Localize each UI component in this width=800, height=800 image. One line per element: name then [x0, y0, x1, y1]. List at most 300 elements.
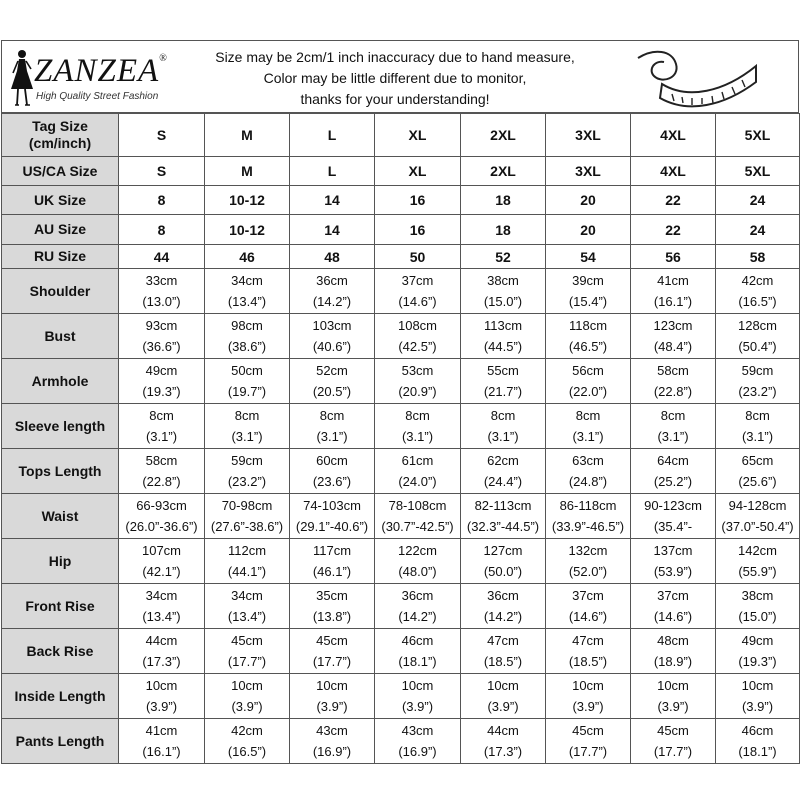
- inch-value: (3.1”): [316, 429, 348, 444]
- measurement-cell: [461, 494, 546, 539]
- measurement-cell: [716, 539, 800, 584]
- row-header-line: US/CA Size: [22, 162, 98, 179]
- cm-value: 112cm: [227, 543, 267, 558]
- inch-value: (15.0”): [738, 609, 777, 624]
- inch-value: (3.1”): [741, 429, 774, 444]
- size-cell: 24: [716, 186, 800, 215]
- measurement-cell: [461, 674, 546, 719]
- inch-value: (13.4”): [142, 609, 181, 624]
- measurement-row: [2, 269, 800, 314]
- measurement-cell: [119, 629, 205, 674]
- size-code-row: [2, 157, 800, 186]
- size-cell: 56: [631, 245, 716, 269]
- inch-value: (35.4”-: [653, 519, 693, 534]
- cm-value: 36cm: [316, 273, 348, 288]
- cm-value: 8cm: [745, 408, 770, 423]
- cm-value: 94-128cm: [728, 498, 787, 513]
- brand-name: ZANZEA®: [34, 53, 168, 89]
- measurement-cell: [716, 314, 800, 359]
- inch-value: (3.1”): [657, 429, 689, 444]
- cm-value: 46cm: [401, 633, 434, 648]
- measurement-cell: [631, 359, 716, 404]
- size-cell: XL: [375, 157, 461, 186]
- cm-value: 117cm: [312, 543, 352, 558]
- size-code-row: [2, 215, 800, 245]
- inch-value: (15.4”): [568, 294, 608, 309]
- cm-value: 34cm: [231, 273, 263, 288]
- cm-value: 58cm: [145, 453, 178, 468]
- measurement-cell: [205, 719, 290, 764]
- cm-value: 46cm: [741, 723, 774, 738]
- measurement-cell: [546, 359, 631, 404]
- measurement-cell: [205, 269, 290, 314]
- measurement-row: [2, 494, 800, 539]
- cm-value: 93cm: [145, 318, 178, 333]
- size-cell: 58: [716, 245, 800, 269]
- measurement-cell: [205, 629, 290, 674]
- measurement-cell: [290, 719, 375, 764]
- row-header: Pants Length: [2, 719, 119, 764]
- inch-value: (33.9”-46.5”): [551, 519, 625, 534]
- inch-value: (13.8”): [312, 609, 352, 624]
- cm-value: 61cm: [401, 453, 434, 468]
- cm-value: 53cm: [401, 363, 434, 378]
- inch-value: (19.3”): [738, 654, 777, 669]
- measurement-cell: [461, 629, 546, 674]
- inch-value: (20.5”): [312, 384, 352, 399]
- measurement-cell: [716, 494, 800, 539]
- cm-value: 98cm: [231, 318, 263, 333]
- size-cell: 16: [375, 186, 461, 215]
- measurement-cell: [375, 494, 461, 539]
- cm-value: 8cm: [319, 408, 345, 423]
- cm-value: 10cm: [657, 678, 689, 693]
- row-header-line: Tag Size: [32, 118, 88, 134]
- measurement-cell: [716, 269, 800, 314]
- inch-value: (13.4”): [227, 294, 267, 309]
- inch-value: (17.3”): [483, 744, 523, 759]
- inch-value: (16.5”): [738, 294, 777, 309]
- cm-value: 65cm: [741, 453, 774, 468]
- measurement-cell: [290, 404, 375, 449]
- cm-value: 37cm: [657, 588, 689, 603]
- measurement-cell: [631, 269, 716, 314]
- cm-value: 45cm: [572, 723, 604, 738]
- brand-tagline: High Quality Street Fashion: [36, 91, 159, 102]
- size-cell: 10-12: [205, 215, 290, 245]
- measurement-row: [2, 449, 800, 494]
- measurement-row: [2, 314, 800, 359]
- cm-value: 8cm: [405, 408, 430, 423]
- cm-value: 44cm: [145, 633, 178, 648]
- measurement-cell: [546, 404, 631, 449]
- fashion-woman-silhouette-icon: [6, 47, 36, 109]
- inch-value: (16.1”): [142, 744, 181, 759]
- inch-value: (25.2”): [653, 474, 693, 489]
- inch-value: (42.1”): [142, 564, 181, 579]
- inch-value: (17.7”): [312, 654, 352, 669]
- inch-value: (17.7”): [227, 654, 267, 669]
- inch-value: (53.9”): [653, 564, 693, 579]
- measurement-cell: [546, 494, 631, 539]
- cm-value: 8cm: [660, 408, 686, 423]
- inch-value: (18.1”): [398, 654, 437, 669]
- inch-value: (36.6”): [142, 339, 181, 354]
- measurement-cell: [205, 404, 290, 449]
- row-header: Sleeve length: [2, 404, 119, 449]
- cm-value: 8cm: [149, 408, 174, 423]
- measurement-cell: [461, 269, 546, 314]
- inch-value: (17.7”): [653, 744, 693, 759]
- measurement-cell: [290, 629, 375, 674]
- measurement-cell: [119, 674, 205, 719]
- inch-value: (3.9”): [487, 699, 519, 714]
- row-header: [2, 114, 119, 157]
- size-cell: L: [290, 114, 375, 157]
- measurement-cell: [716, 404, 800, 449]
- measurement-cell: [631, 449, 716, 494]
- measurement-cell: [290, 269, 375, 314]
- cm-value: 82-113cm: [474, 498, 532, 513]
- inch-value: (3.9”): [145, 699, 178, 714]
- cm-value: 35cm: [316, 588, 348, 603]
- row-header: Back Rise: [2, 629, 119, 674]
- inch-value: (3.1”): [401, 429, 434, 444]
- measurement-cell: [716, 674, 800, 719]
- cm-value: 10cm: [572, 678, 604, 693]
- size-cell: 18: [461, 215, 546, 245]
- cm-value: 37cm: [572, 588, 604, 603]
- cm-value: 63cm: [572, 453, 604, 468]
- size-cell: S: [119, 114, 205, 157]
- inch-value: (24.8”): [568, 474, 608, 489]
- inch-value: (13.0”): [142, 294, 181, 309]
- inch-value: (3.9”): [741, 699, 774, 714]
- measurement-cell: [461, 719, 546, 764]
- cm-value: 45cm: [316, 633, 348, 648]
- size-cell: 50: [375, 245, 461, 269]
- row-header-line: AU Size: [33, 221, 87, 237]
- inch-value: (3.1”): [145, 429, 178, 444]
- cm-value: 8cm: [234, 408, 260, 423]
- inch-value: (17.7”): [568, 744, 608, 759]
- measurement-cell: [375, 314, 461, 359]
- row-header-line: (cm/inch): [28, 135, 92, 151]
- cm-value: 41cm: [145, 723, 178, 738]
- measurement-cell: [461, 539, 546, 584]
- inch-value: (19.7”): [227, 384, 267, 399]
- cm-value: 128cm: [737, 318, 778, 333]
- inch-value: (19.3”): [142, 384, 181, 399]
- size-cell: 48: [290, 245, 375, 269]
- cm-value: 137cm: [653, 543, 693, 558]
- cm-value: 44cm: [487, 723, 519, 738]
- size-cell: 44: [119, 245, 205, 269]
- inch-value: (48.0”): [398, 564, 437, 579]
- notice-line: Size may be 2cm/1 inch inaccuracy due to hand measure,: [215, 49, 575, 65]
- cm-value: 118cm: [568, 318, 608, 333]
- size-cell: 5XL: [716, 157, 800, 186]
- measurement-row: [2, 674, 800, 719]
- size-cell: 8: [119, 186, 205, 215]
- measurement-row: [2, 584, 800, 629]
- size-cell: 10-12: [205, 186, 290, 215]
- cm-value: 42cm: [231, 723, 263, 738]
- inch-value: (14.2”): [398, 609, 437, 624]
- measurement-cell: [546, 584, 631, 629]
- inch-value: (3.9”): [657, 699, 689, 714]
- measurement-cell: [290, 359, 375, 404]
- measurement-cell: [546, 629, 631, 674]
- measurement-cell: [716, 449, 800, 494]
- measurement-cell: [631, 404, 716, 449]
- inch-value: (55.9”): [738, 564, 777, 579]
- inch-value: (23.2”): [227, 474, 267, 489]
- cm-value: 45cm: [231, 633, 263, 648]
- cm-value: 43cm: [316, 723, 348, 738]
- size-cell: 20: [546, 215, 631, 245]
- cm-value: 60cm: [316, 453, 348, 468]
- cm-value: 70-98cm: [221, 498, 273, 513]
- measurement-cell: [375, 449, 461, 494]
- row-header: Tops Length: [2, 449, 119, 494]
- inch-value: (24.4”): [483, 474, 523, 489]
- measurement-row: [2, 629, 800, 674]
- cm-value: 127cm: [483, 543, 523, 558]
- inch-value: (30.7”-42.5”): [381, 519, 454, 534]
- inch-value: (27.6”-38.6”): [210, 519, 284, 534]
- measurement-cell: [631, 719, 716, 764]
- size-cell: 52: [461, 245, 546, 269]
- inch-value: (20.9”): [398, 384, 437, 399]
- size-cell: 46: [205, 245, 290, 269]
- inch-value: (50.0”): [483, 564, 523, 579]
- inch-value: (18.9”): [653, 654, 693, 669]
- cm-value: 10cm: [401, 678, 434, 693]
- cm-value: 66-93cm: [136, 498, 187, 513]
- measurement-cell: [375, 629, 461, 674]
- row-header: Waist: [2, 494, 119, 539]
- measurement-cell: [461, 314, 546, 359]
- inch-value: (24.0”): [398, 474, 437, 489]
- measurement-cell: [461, 404, 546, 449]
- size-cell: 14: [290, 186, 375, 215]
- inch-value: (48.4”): [653, 339, 693, 354]
- measurement-cell: [546, 269, 631, 314]
- inch-value: (22.8”): [142, 474, 181, 489]
- measurement-cell: [716, 629, 800, 674]
- measurement-cell: [546, 539, 631, 584]
- inch-value: (25.6”): [738, 474, 777, 489]
- size-cell: M: [205, 114, 290, 157]
- cm-value: 36cm: [401, 588, 434, 603]
- inch-value: (14.2”): [483, 609, 523, 624]
- inch-value: (52.0”): [568, 564, 608, 579]
- measurement-cell: [375, 359, 461, 404]
- cm-value: 38cm: [487, 273, 519, 288]
- size-cell: 4XL: [631, 114, 716, 157]
- measurement-cell: [119, 494, 205, 539]
- inch-value: (3.9”): [231, 699, 263, 714]
- inch-value: (46.1”): [312, 564, 352, 579]
- inch-value: (14.6”): [653, 609, 693, 624]
- inch-value: (23.6”): [312, 474, 352, 489]
- inch-value: (18.5”): [483, 654, 523, 669]
- cm-value: 38cm: [741, 588, 774, 603]
- measurement-cell: [375, 584, 461, 629]
- measurement-cell: [461, 449, 546, 494]
- inch-value: (16.9”): [398, 744, 437, 759]
- inch-value: (3.9”): [401, 699, 434, 714]
- row-header-line: UK Size: [33, 191, 87, 208]
- cm-value: 108cm: [397, 318, 438, 333]
- registered-mark: ®: [159, 53, 168, 64]
- notice-line: Color may be little different due to monitor,: [263, 70, 527, 86]
- cm-value: 8cm: [490, 408, 516, 423]
- size-cell: 54: [546, 245, 631, 269]
- inch-value: (3.1”): [231, 429, 263, 444]
- cm-value: 34cm: [231, 588, 263, 603]
- cm-value: 37cm: [401, 273, 434, 288]
- row-header: [2, 215, 119, 245]
- inch-value: (16.1”): [653, 294, 693, 309]
- size-cell: 14: [290, 215, 375, 245]
- cm-value: 59cm: [231, 453, 263, 468]
- inch-value: (3.9”): [572, 699, 604, 714]
- row-header: Inside Length: [2, 674, 119, 719]
- row-header: [2, 157, 119, 186]
- row-header: [2, 245, 119, 269]
- row-header: Front Rise: [2, 584, 119, 629]
- measurement-cell: [461, 359, 546, 404]
- notice-line: thanks for your understanding!: [300, 91, 490, 107]
- size-cell: 4XL: [631, 157, 716, 186]
- cm-value: 86-118cm: [559, 498, 617, 513]
- inch-value: (15.0”): [483, 294, 523, 309]
- row-header: Hip: [2, 539, 119, 584]
- size-code-row: [2, 245, 800, 269]
- inch-value: (3.9”): [316, 699, 348, 714]
- measurement-cell: [716, 719, 800, 764]
- chart-header: [1, 40, 799, 113]
- inch-value: (22.0”): [568, 384, 608, 399]
- inch-value: (3.1”): [487, 429, 519, 444]
- inch-value: (16.9”): [312, 744, 352, 759]
- measurement-cell: [631, 584, 716, 629]
- row-header: Shoulder: [2, 269, 119, 314]
- measurement-cell: [119, 404, 205, 449]
- inch-value: (46.5”): [568, 339, 608, 354]
- cm-value: 10cm: [145, 678, 178, 693]
- size-cell: 3XL: [546, 114, 631, 157]
- cm-value: 48cm: [657, 633, 689, 648]
- measurement-cell: [290, 449, 375, 494]
- size-table: [1, 113, 800, 764]
- measurement-cell: [631, 314, 716, 359]
- cm-value: 55cm: [487, 363, 519, 378]
- size-cell: 16: [375, 215, 461, 245]
- measurement-cell: [290, 584, 375, 629]
- cm-value: 42cm: [741, 273, 774, 288]
- measurement-cell: [119, 539, 205, 584]
- row-header: Armhole: [2, 359, 119, 404]
- measurement-cell: [205, 674, 290, 719]
- inch-value: (14.6”): [568, 609, 608, 624]
- measurement-cell: [716, 359, 800, 404]
- measurement-cell: [119, 269, 205, 314]
- inch-value: (23.2”): [738, 384, 777, 399]
- inch-value: (18.1”): [738, 744, 777, 759]
- row-header-line: RU Size: [33, 248, 87, 264]
- inch-value: (44.1”): [227, 564, 267, 579]
- cm-value: 74-103cm: [303, 498, 361, 513]
- measurement-cell: [375, 539, 461, 584]
- measurement-cell: [205, 494, 290, 539]
- measurement-cell: [375, 404, 461, 449]
- measurement-cell: [290, 674, 375, 719]
- inch-value: (13.4”): [227, 609, 267, 624]
- measurement-cell: [290, 314, 375, 359]
- measurement-cell: [205, 359, 290, 404]
- measurement-cell: [631, 674, 716, 719]
- cm-value: 49cm: [741, 633, 774, 648]
- inch-value: (44.5”): [483, 339, 523, 354]
- size-cell: 2XL: [461, 157, 546, 186]
- measurement-cell: [205, 539, 290, 584]
- size-cell: 3XL: [546, 157, 631, 186]
- cm-value: 90-123cm: [644, 498, 702, 513]
- cm-value: 113cm: [483, 318, 523, 333]
- measurement-cell: [546, 314, 631, 359]
- cm-value: 103cm: [312, 318, 352, 333]
- measurement-cell: [119, 719, 205, 764]
- measurement-cell: [290, 494, 375, 539]
- size-cell: 24: [716, 215, 800, 245]
- inch-value: (22.8”): [653, 384, 693, 399]
- cm-value: 33cm: [145, 273, 178, 288]
- measuring-tape-icon: [632, 44, 762, 110]
- size-cell: L: [290, 157, 375, 186]
- inch-value: (26.0”-36.6”): [125, 519, 198, 534]
- cm-value: 122cm: [397, 543, 438, 558]
- size-cell: 18: [461, 186, 546, 215]
- size-cell: XL: [375, 114, 461, 157]
- inch-value: (38.6”): [227, 339, 267, 354]
- measurement-row: [2, 404, 800, 449]
- inch-value: (40.6”): [312, 339, 352, 354]
- cm-value: 107cm: [141, 543, 182, 558]
- brand-logo: [6, 45, 176, 111]
- cm-value: 45cm: [657, 723, 689, 738]
- cm-value: 123cm: [653, 318, 693, 333]
- measurement-cell: [631, 539, 716, 584]
- measurement-row: [2, 539, 800, 584]
- size-cell: 2XL: [461, 114, 546, 157]
- measurement-cell: [119, 314, 205, 359]
- cm-value: 64cm: [657, 453, 689, 468]
- inch-value: (50.4”): [738, 339, 777, 354]
- inch-value: (3.1”): [572, 429, 604, 444]
- inch-value: (17.3”): [142, 654, 181, 669]
- cm-value: 10cm: [231, 678, 263, 693]
- inch-value: (37.0”-50.4”): [721, 519, 794, 534]
- cm-value: 39cm: [572, 273, 604, 288]
- inch-value: (29.1”-40.6”): [295, 519, 369, 534]
- cm-value: 47cm: [572, 633, 604, 648]
- cm-value: 132cm: [568, 543, 608, 558]
- size-cell: S: [119, 157, 205, 186]
- size-cell: 8: [119, 215, 205, 245]
